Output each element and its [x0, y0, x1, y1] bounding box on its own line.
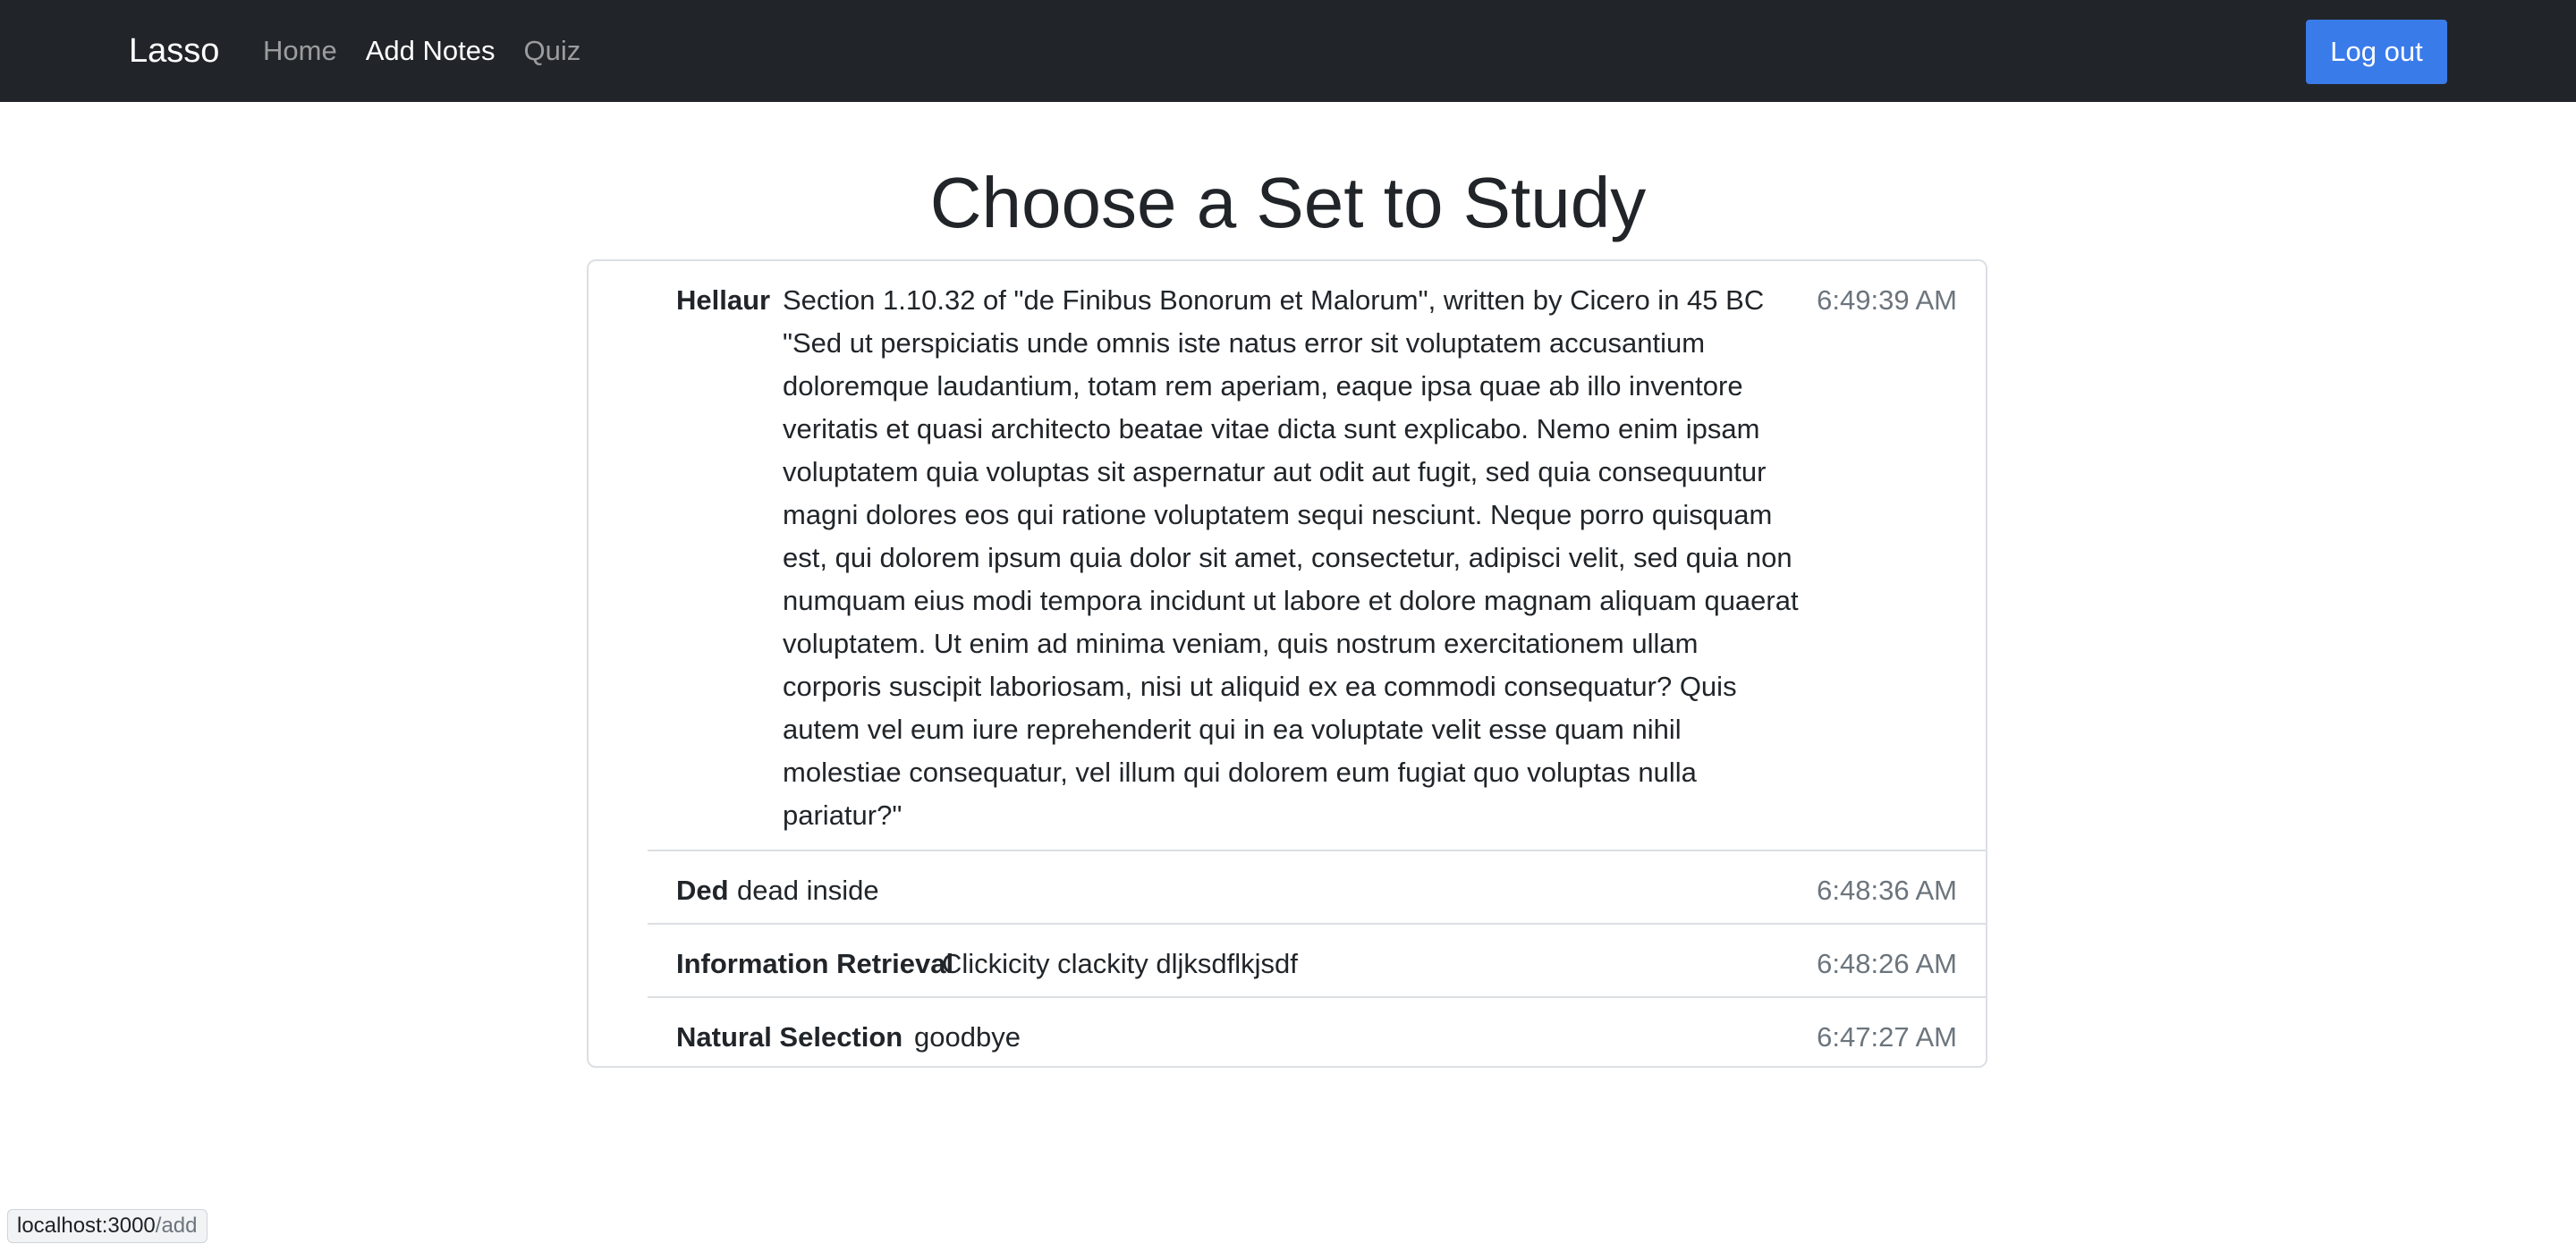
- set-title: Hellaur: [676, 284, 771, 316]
- set-timestamp: 6:48:36 AM: [1817, 875, 1957, 906]
- set-description: Clickicity clackity dljksdflkjsdf: [942, 948, 1298, 979]
- brand-link[interactable]: Lasso: [129, 32, 220, 70]
- set-title: Natural Selection: [676, 1021, 903, 1053]
- set-item-natural-selection[interactable]: [648, 998, 1986, 1068]
- set-item-ded[interactable]: [648, 851, 1986, 923]
- status-host: localhost:3000: [17, 1214, 156, 1238]
- nav-link-home[interactable]: Home: [263, 35, 337, 66]
- status-path: /add: [155, 1214, 198, 1238]
- page-title: Choose a Set to Study: [929, 163, 1647, 242]
- nav-links: [263, 29, 580, 73]
- set-timestamp: 6:48:26 AM: [1817, 948, 1957, 979]
- set-timestamp: 6:47:27 AM: [1817, 1021, 1957, 1053]
- link-preview-status: [7, 1209, 208, 1243]
- set-timestamp: 6:49:39 AM: [1817, 284, 1957, 316]
- set-description: Section 1.10.32 of "de Finibus Bonorum et Malorum", written by Cicero in 45 BC "Sed ut perspiciatis unde omnis iste natus error sit voluptatem accusantium doloremque laudantium, totam rem aperiam, eaque ipsa quae ab illo inventore veritatis et quasi architecto beatae vitae dicta sunt explicabo. Nemo enim ipsam voluptatem quia voluptas sit aspernatur aut odit aut fugit, sed quia consequuntur magni dolores eos qui ratione voluptatem sequi nesciunt. Neque porro quisquam est, qui dolorem ipsum quia dolor sit amet, consectetur, adipisci velit, sed quia non numquam eius modi tempora incidunt ut labore et dolore magnam aliquam quaerat voluptatem. Ut enim ad minima veniam, quis nostrum exercitationem ullam corporis suscipit laboriosam, nisi ut aliquid ex ea commodi consequatur? Quis autem vel eum iure reprehenderit qui in ea voluptate velit esse quam nihil molestiae consequatur, vel illum qui dolorem eum fugiat quo voluptas nulla pariatur?": [783, 284, 1799, 831]
- set-list: [587, 259, 1987, 1068]
- logout-button[interactable]: Log out: [2306, 20, 2447, 84]
- set-description: goodbye: [914, 1021, 1021, 1053]
- set-item-information-retrieval[interactable]: [648, 925, 1986, 996]
- navbar: [0, 0, 2576, 102]
- set-description: dead inside: [737, 875, 879, 906]
- set-title: Information Retrieval: [676, 948, 954, 979]
- set-item-hellaur[interactable]: [648, 261, 1986, 850]
- set-title: Ded: [676, 875, 729, 906]
- nav-link-quiz[interactable]: Quiz: [523, 35, 581, 66]
- nav-link-add-notes[interactable]: Add Notes: [365, 35, 496, 66]
